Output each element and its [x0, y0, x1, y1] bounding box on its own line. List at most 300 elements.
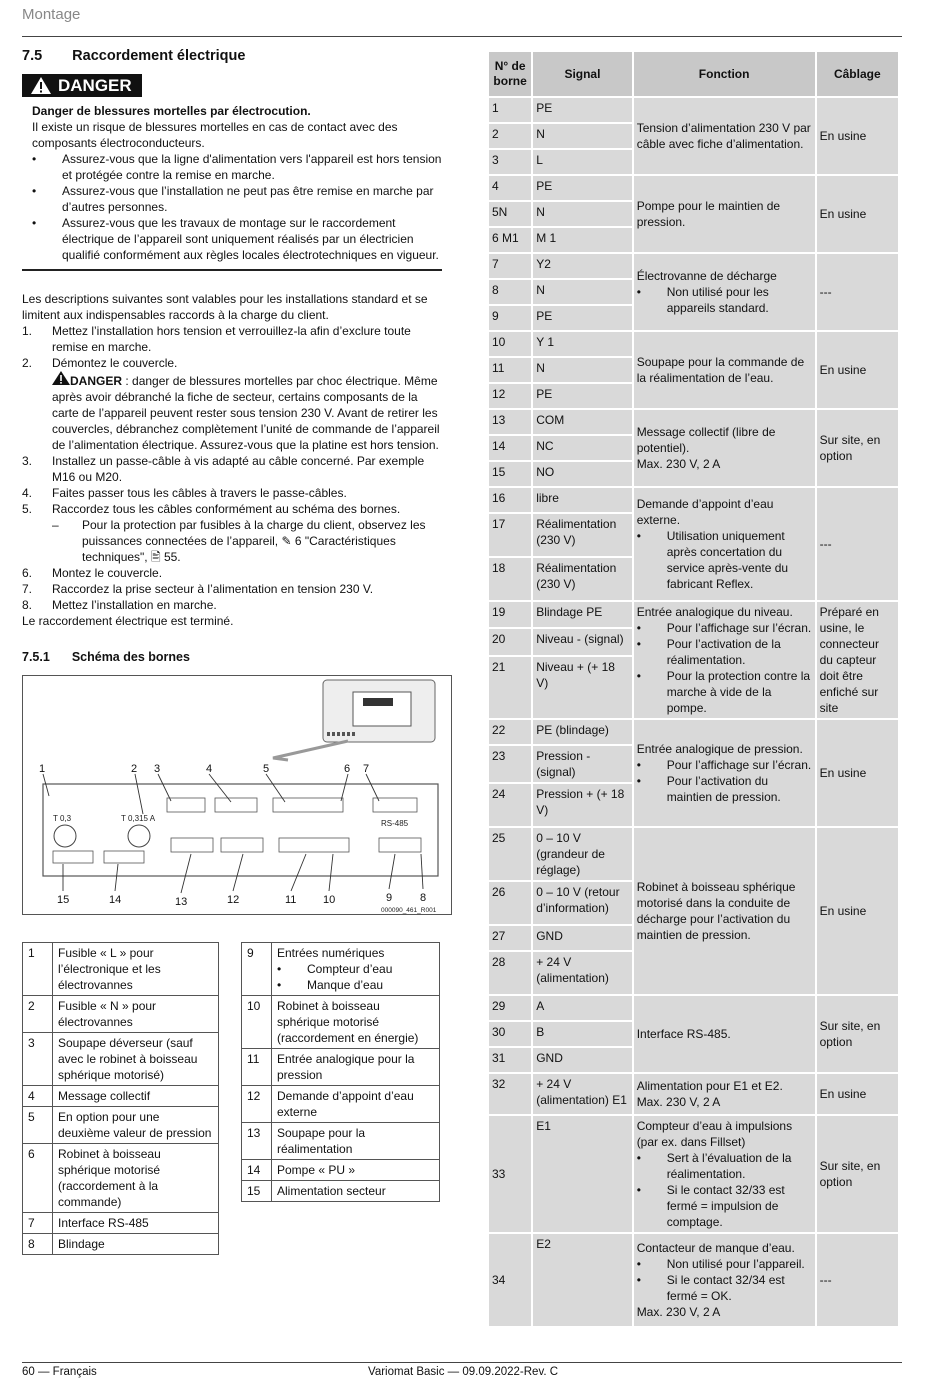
- step-text-content: Mettez l’installation hors tension et verrouillez-la afin d’exclure toute remise en marche.: [52, 324, 411, 354]
- step-number: 5.: [22, 502, 33, 516]
- terminal-table: [487, 50, 900, 1328]
- section-number: 7.5: [22, 48, 43, 64]
- legend-num: 8: [23, 1234, 53, 1255]
- function-text: Message collectif (libre de potentiel).: [636, 425, 776, 455]
- terminal-number: 20: [489, 629, 531, 654]
- terminal-number: 10: [489, 332, 531, 356]
- legend-row: [242, 1123, 440, 1160]
- danger-box: [22, 99, 442, 271]
- step-number: 1.: [22, 324, 33, 338]
- danger-title: Danger de blessures mortelles par électrocution.: [32, 104, 311, 118]
- diagram-ref-code: 000090_461_R001: [381, 907, 437, 914]
- function-bullet-text: Utilisation uniquement après concertation du service après-vente du fabricant Reflex.: [666, 529, 789, 591]
- intro-text: Les descriptions suivantes sont valables pour les installations standard et se limitent aux indispensables raccords à la charge du client.: [22, 292, 428, 322]
- callout-12: 12: [227, 894, 240, 906]
- function-text: Interface RS-485.: [636, 1027, 731, 1041]
- legend-text: Soupape déverseur (sauf avec le robinet à boisseau sphérique motorisé): [58, 1036, 198, 1082]
- terminal-wiring: En usine: [817, 332, 898, 408]
- terminal-number: 16: [489, 488, 531, 512]
- terminal-row: [489, 1074, 898, 1114]
- bullet-marker: •: [636, 621, 641, 635]
- fuse-label-l: T 0,3: [53, 814, 72, 823]
- function-text: Entrée analogique de pression.: [636, 742, 803, 756]
- terminal-number: 25: [489, 828, 531, 880]
- terminal-row: [489, 98, 898, 122]
- rs485-label: RS-485: [381, 819, 409, 828]
- section-title: Raccordement électrique: [72, 48, 246, 64]
- danger-badge-label: DANGER: [58, 75, 132, 95]
- legend-num: 3: [23, 1033, 53, 1086]
- column-header: Fonction: [634, 52, 815, 96]
- legend-text-cell: [53, 1144, 219, 1213]
- terminal-function-cell: [634, 488, 815, 600]
- bullet-marker: •: [32, 152, 37, 166]
- legend-bullet-text: Compteur d’eau: [307, 962, 393, 976]
- terminal-signal: M 1: [533, 228, 631, 252]
- danger-bullet: [32, 215, 442, 263]
- terminal-signal: A: [533, 996, 631, 1020]
- terminal-number: 8: [489, 280, 531, 304]
- header-rule: [22, 36, 902, 37]
- terminal-number: 12: [489, 384, 531, 408]
- terminal-signal: B: [533, 1022, 631, 1046]
- legend-bullet: [277, 961, 433, 977]
- legend-text: Alimentation secteur: [277, 1184, 386, 1198]
- terminal-function-cell: [634, 1234, 815, 1326]
- legend-row: [242, 1086, 440, 1123]
- step-text: [52, 323, 442, 355]
- function-bullets: [637, 757, 812, 805]
- legend-text-cell: [272, 943, 440, 996]
- danger-badge: [22, 74, 142, 97]
- terminal-diagram: [22, 675, 452, 915]
- step-text-content: Montez le couvercle.: [52, 566, 163, 580]
- terminal-signal: + 24 V (alimentation): [533, 952, 631, 994]
- bullet-marker: •: [636, 1257, 641, 1271]
- terminal-wiring: ---: [817, 1234, 898, 1326]
- callout-5: 5: [263, 763, 270, 775]
- terminal-signal: COM: [533, 410, 631, 434]
- legend-text-cell: [272, 1123, 440, 1160]
- legend-text-cell: [53, 943, 219, 996]
- step-text-content: Raccordez tous les câbles conformément au schéma des bornes.: [52, 502, 401, 516]
- terminal-number: 15: [489, 462, 531, 486]
- function-bullet-text: Pour l’affichage sur l’écran.: [666, 758, 812, 772]
- function-bullet: [637, 668, 812, 716]
- terminal-number: 18: [489, 558, 531, 600]
- terminal-number: 3: [489, 150, 531, 174]
- terminal-wiring: Sur site, en option: [817, 1116, 898, 1232]
- legend-text: Demande d’appoint d’eau externe: [277, 1089, 414, 1119]
- step-number: 3.: [22, 454, 33, 468]
- terminal-signal: Y2: [533, 254, 631, 278]
- terminal-signal: N: [533, 358, 631, 382]
- bullet-marker: •: [277, 978, 282, 992]
- function-bullets: [637, 1150, 812, 1230]
- legend-row: [242, 943, 440, 996]
- step-number: 2.: [22, 356, 33, 370]
- dash-marker: –: [52, 518, 59, 532]
- step-number: 8.: [22, 598, 33, 612]
- terminal-signal: PE: [533, 306, 631, 330]
- legend-text-cell: [272, 1160, 440, 1181]
- terminal-wiring: En usine: [817, 176, 898, 252]
- terminal-number: 4: [489, 176, 531, 200]
- function-bullets: [637, 620, 812, 716]
- column-header: Câblage: [817, 52, 898, 96]
- terminal-wiring: Sur site, en option: [817, 410, 898, 486]
- danger-bullet-text: Assurez-vous que les travaux de montage sur le raccordement électrique de l’appareil sont uniquement réalisés par un électricien qualifié conformément aux règles locales électrotechniques en vigueur.: [62, 216, 439, 262]
- terminal-signal: libre: [533, 488, 631, 512]
- step-item: [22, 565, 442, 581]
- terminal-signal: GND: [533, 1048, 631, 1072]
- step-text: [52, 355, 442, 371]
- legend-text-cell: [272, 996, 440, 1049]
- terminal-number: 19: [489, 602, 531, 627]
- terminal-number: 7: [489, 254, 531, 278]
- step-text: [52, 485, 442, 501]
- step-text-content: Raccordez la prise secteur à l’alimentation en tension 230 V.: [52, 582, 374, 596]
- sub-danger-text: : danger de blessures mortelles par choc électrique. Même après avoir débranché la fiche de secteur, certains composants de la carte de l’appareil peuvent rester sous tension 230 V. Avant de retirer les couvercles, débranchez complètement l’unité de commande de l’appareil de l’alimentation électrique. Assurez-vous que la platine est hors tension.: [52, 374, 440, 452]
- legend-text-cell: [53, 1234, 219, 1255]
- legend-row: [23, 1033, 219, 1086]
- terminal-number: 14: [489, 436, 531, 460]
- bullet-marker: •: [636, 529, 641, 543]
- legend-text: Robinet à boisseau sphérique motorisé (raccordement à la commande): [58, 1147, 161, 1209]
- danger-bullet-list: [32, 151, 442, 263]
- function-text: Compteur d’eau à impulsions (par ex. dans Fillset): [636, 1119, 793, 1149]
- terminal-diagram-drawing: [23, 676, 451, 914]
- function-rating: Max. 230 V, 2 A: [636, 1305, 721, 1319]
- terminal-function-cell: [634, 720, 815, 826]
- closing-text: Le raccordement électrique est terminé.: [22, 614, 234, 628]
- terminal-signal: Réalimentation (230 V): [533, 514, 631, 556]
- function-bullet: [637, 284, 812, 316]
- function-bullet: [637, 757, 812, 773]
- function-bullets: [637, 284, 812, 316]
- legend-text-cell: [53, 1033, 219, 1086]
- footer-rule: [22, 1362, 902, 1363]
- legend-num: 13: [242, 1123, 272, 1160]
- terminal-function-cell: [634, 98, 815, 174]
- legend-text: Fusible « L » pour l’électronique et les électrovannes: [58, 946, 161, 992]
- terminal-number: 5N: [489, 202, 531, 226]
- terminal-function-cell: [634, 254, 815, 330]
- terminal-signal: Niveau - (signal): [533, 629, 631, 654]
- step-number: 7.: [22, 582, 33, 596]
- terminal-function-cell: [634, 996, 815, 1072]
- callout-13: 13: [175, 896, 188, 908]
- terminal-function-cell: [634, 1074, 815, 1114]
- step-item: [22, 485, 442, 501]
- left-column: [22, 48, 442, 915]
- bullet-marker: •: [636, 285, 641, 299]
- terminal-signal: L: [533, 150, 631, 174]
- column-header: N° de borne: [489, 52, 531, 96]
- terminal-signal: NO: [533, 462, 631, 486]
- legend-text: Robinet à boisseau sphérique motorisé (raccordement en énergie): [277, 999, 419, 1045]
- legend-row: [23, 1086, 219, 1107]
- legend-num: 11: [242, 1049, 272, 1086]
- legend-num: 10: [242, 996, 272, 1049]
- terminal-signal: + 24 V (alimentation) E1: [533, 1074, 631, 1114]
- legend-num: 5: [23, 1107, 53, 1144]
- step-item: [22, 581, 442, 597]
- terminal-row: [489, 488, 898, 512]
- terminal-signal: Niveau + (+ 18 V): [533, 657, 631, 718]
- legend-text-cell: [272, 1049, 440, 1086]
- function-bullet-text: Non utilisé pour l’appareil.: [666, 1257, 805, 1271]
- step-item: [22, 501, 442, 517]
- callout-7: 7: [363, 763, 370, 775]
- legend-text-cell: [53, 1213, 219, 1234]
- terminal-number: 31: [489, 1048, 531, 1072]
- terminal-number: 33: [489, 1116, 531, 1232]
- terminal-number: 34: [489, 1234, 531, 1326]
- function-bullet-text: Non utilisé pour les appareils standard.: [666, 285, 769, 315]
- column-header: Signal: [533, 52, 631, 96]
- terminal-signal: Y 1: [533, 332, 631, 356]
- bullet-marker: •: [636, 758, 641, 772]
- legend-row: [23, 996, 219, 1033]
- callout-9: 9: [386, 892, 393, 904]
- bullet-marker: •: [636, 1151, 641, 1165]
- danger-bullet-text: Assurez-vous que l’installation ne peut pas être remise en marche par d’autres personnes.: [62, 184, 434, 214]
- legend-row: [23, 1107, 219, 1144]
- function-bullet: [637, 1150, 812, 1182]
- terminal-signal: 0 – 10 V (grandeur de réglage): [533, 828, 631, 880]
- legend-row: [242, 1160, 440, 1181]
- legend-text: Fusible « N » pour électrovannes: [58, 999, 157, 1029]
- step-number: 6.: [22, 566, 33, 580]
- function-bullet: [637, 1256, 812, 1272]
- step-text: [52, 597, 442, 613]
- terminal-signal: PE: [533, 384, 631, 408]
- terminal-signal: Pression - (signal): [533, 746, 631, 782]
- step-text: [52, 565, 442, 581]
- legend-num: 14: [242, 1160, 272, 1181]
- function-text: Robinet à boisseau sphérique motorisé dans la conduite de décharge pour l’activation du maintien de pression.: [636, 880, 796, 942]
- terminal-number: 27: [489, 926, 531, 950]
- terminal-signal: Pression + (+ 18 V): [533, 784, 631, 826]
- danger-bullet: [32, 183, 442, 215]
- terminal-signal: N: [533, 202, 631, 226]
- terminal-number: 6 M1: [489, 228, 531, 252]
- legend-text: Entrées numériques: [277, 946, 385, 960]
- terminal-number: 29: [489, 996, 531, 1020]
- step-text: [52, 501, 442, 517]
- step-text: [52, 453, 442, 485]
- terminal-number: 26: [489, 882, 531, 924]
- function-text: Électrovanne de décharge: [636, 269, 777, 283]
- terminal-wiring: En usine: [817, 98, 898, 174]
- danger-bullet-text: Assurez-vous que la ligne d'alimentation vers l'appareil est hors tension et protégée contre la remise en marche.: [62, 152, 442, 182]
- legend-text: Pompe « PU »: [277, 1163, 356, 1177]
- callout-4: 4: [206, 763, 213, 775]
- terminal-wiring: En usine: [817, 720, 898, 826]
- legend-num: 2: [23, 996, 53, 1033]
- step-sub-item: [52, 517, 442, 565]
- function-bullet: [637, 1272, 812, 1304]
- legend-bullet-text: Manque d’eau: [307, 978, 384, 992]
- callout-3: 3: [154, 763, 161, 775]
- legend-text: Message collectif: [58, 1089, 151, 1103]
- function-bullet-text: Sert à l’évaluation de la réalimentation.: [666, 1151, 792, 1181]
- function-text: Demande d’appoint d’eau externe.: [636, 497, 774, 527]
- terminal-signal: Blindage PE: [533, 602, 631, 627]
- legend-bullet: [277, 977, 433, 993]
- bullet-marker: •: [636, 1183, 641, 1197]
- terminal-signal: E2: [533, 1234, 631, 1326]
- terminal-row: [489, 996, 898, 1020]
- terminal-row: [489, 332, 898, 356]
- legend-num: 1: [23, 943, 53, 996]
- function-text: Pompe pour le maintien de pression.: [636, 199, 781, 229]
- function-bullet-text: Pour l’affichage sur l’écran.: [666, 621, 812, 635]
- legend-text-cell: [53, 1086, 219, 1107]
- legend-text-cell: [53, 1107, 219, 1144]
- terminal-wiring: En usine: [817, 1074, 898, 1114]
- danger-bullet: [32, 151, 442, 183]
- footer-page: 60 — Français: [22, 1366, 97, 1378]
- legend-row: [242, 996, 440, 1049]
- terminal-number: 2: [489, 124, 531, 148]
- terminal-row: [489, 602, 898, 627]
- warning-triangle-icon: [30, 76, 52, 95]
- step-item: [22, 323, 442, 355]
- step-list: [22, 323, 442, 613]
- function-bullet-text: Si le contact 32/34 est fermé = OK.: [666, 1273, 785, 1303]
- legend-num: 4: [23, 1086, 53, 1107]
- terminal-number: 21: [489, 657, 531, 718]
- terminal-row: [489, 828, 898, 880]
- terminal-number: 28: [489, 952, 531, 994]
- legend-text: Interface RS-485: [58, 1216, 149, 1230]
- callout-15: 15: [57, 894, 70, 906]
- legend-num: 12: [242, 1086, 272, 1123]
- legend-text-cell: [272, 1181, 440, 1202]
- legend-num: 15: [242, 1181, 272, 1202]
- bullet-marker: •: [277, 962, 282, 976]
- terminal-signal: N: [533, 124, 631, 148]
- page-header-title: Montage: [22, 6, 81, 23]
- legend-num: 7: [23, 1213, 53, 1234]
- terminal-signal: PE (blindage): [533, 720, 631, 744]
- terminal-number: 1: [489, 98, 531, 122]
- step-item: [22, 355, 442, 371]
- legend-row: [23, 1234, 219, 1255]
- bullet-marker: •: [32, 216, 37, 230]
- subsection-heading: [22, 649, 442, 665]
- legend-text: Soupape pour la réalimentation: [277, 1126, 366, 1156]
- function-bullet-text: Pour l’activation de la réalimentation.: [666, 637, 781, 667]
- legend-num: 9: [242, 943, 272, 996]
- callout-6: 6: [344, 763, 351, 775]
- function-bullet: [637, 528, 812, 592]
- bullet-marker: •: [636, 637, 641, 651]
- legend-text: Blindage: [58, 1237, 105, 1251]
- terminal-function-cell: [634, 410, 815, 486]
- step-text-content: Mettez l’installation en marche.: [52, 598, 217, 612]
- warning-triangle-icon: [52, 371, 70, 385]
- subsection-title: Schéma des bornes: [71, 650, 190, 664]
- terminal-wiring: En usine: [817, 828, 898, 994]
- subsection-number: 7.5.1: [22, 650, 50, 664]
- legend-text: Entrée analogique pour la pression: [277, 1052, 415, 1082]
- legend-row: [242, 1049, 440, 1086]
- function-rating: Max. 230 V, 2 A: [636, 457, 721, 471]
- bullet-marker: •: [636, 1273, 641, 1287]
- terminal-row: [489, 254, 898, 278]
- terminal-number: 30: [489, 1022, 531, 1046]
- terminal-number: 24: [489, 784, 531, 826]
- function-bullet-text: Pour l’activation du maintien de pression.: [666, 774, 781, 804]
- terminal-function-cell: [634, 602, 815, 718]
- fuse-label-n: T 0,315 A: [121, 814, 156, 823]
- function-bullet-text: Si le contact 32/33 est fermé = impulsion de comptage.: [666, 1183, 785, 1229]
- terminal-table-panel: [487, 50, 900, 1328]
- function-text: Contacteur de manque d’eau.: [636, 1241, 795, 1255]
- legend-text-cell: [53, 996, 219, 1033]
- terminal-signal: Réalimentation (230 V): [533, 558, 631, 600]
- function-bullet: [637, 620, 812, 636]
- legend-right: [241, 942, 440, 1202]
- legend-row: [242, 1181, 440, 1202]
- callout-8: 8: [420, 892, 427, 904]
- terminal-function-cell: [634, 332, 815, 408]
- function-text: Alimentation pour E1 et E2.: [636, 1079, 783, 1093]
- function-bullet-text: Pour la protection contre la marche à vide de la pompe.: [666, 669, 811, 715]
- terminal-wiring: Préparé en usine, le connecteur du capteur doit être enfiché sur site: [817, 602, 898, 718]
- step-number: 4.: [22, 486, 33, 500]
- callout-14: 14: [109, 894, 122, 906]
- terminal-number: 22: [489, 720, 531, 744]
- function-text: Tension d’alimentation 230 V par câble avec fiche d’alimentation.: [636, 121, 811, 151]
- terminal-number: 32: [489, 1074, 531, 1114]
- legend-row: [23, 1144, 219, 1213]
- bullet-marker: •: [636, 669, 641, 683]
- bullet-marker: •: [32, 184, 37, 198]
- terminal-function-cell: [634, 828, 815, 994]
- danger-intro: Il existe un risque de blessures mortelles en cas de contact avec des composants électroconducteurs.: [32, 120, 398, 150]
- bullet-marker: •: [636, 774, 641, 788]
- terminal-wiring: ---: [817, 254, 898, 330]
- legend-num: 6: [23, 1144, 53, 1213]
- terminal-row: [489, 410, 898, 434]
- sub-danger-label: DANGER: [70, 374, 123, 388]
- terminal-wiring: ---: [817, 488, 898, 600]
- legend-text-cell: [272, 1086, 440, 1123]
- terminal-row: [489, 720, 898, 744]
- terminal-signal: NC: [533, 436, 631, 460]
- terminal-number: 11: [489, 358, 531, 382]
- callout-2: 2: [131, 763, 138, 775]
- legend-row: [23, 1213, 219, 1234]
- terminal-number: 23: [489, 746, 531, 782]
- function-bullet: [637, 1182, 812, 1230]
- terminal-signal: PE: [533, 176, 631, 200]
- step-text-content: Faites passer tous les câbles à travers le passe-câbles.: [52, 486, 347, 500]
- step-item: [22, 453, 442, 485]
- terminal-number: 9: [489, 306, 531, 330]
- function-rating: Max. 230 V, 2 A: [636, 1095, 721, 1109]
- function-bullet: [637, 636, 812, 668]
- callout-1: 1: [39, 763, 46, 775]
- legend-left: [22, 942, 219, 1255]
- function-bullets: [637, 1256, 812, 1304]
- step-text-content: Installez un passe-câble à vis adapté au câble concerné. Par exemple M16 ou M20.: [52, 454, 425, 484]
- terminal-row: [489, 1116, 898, 1232]
